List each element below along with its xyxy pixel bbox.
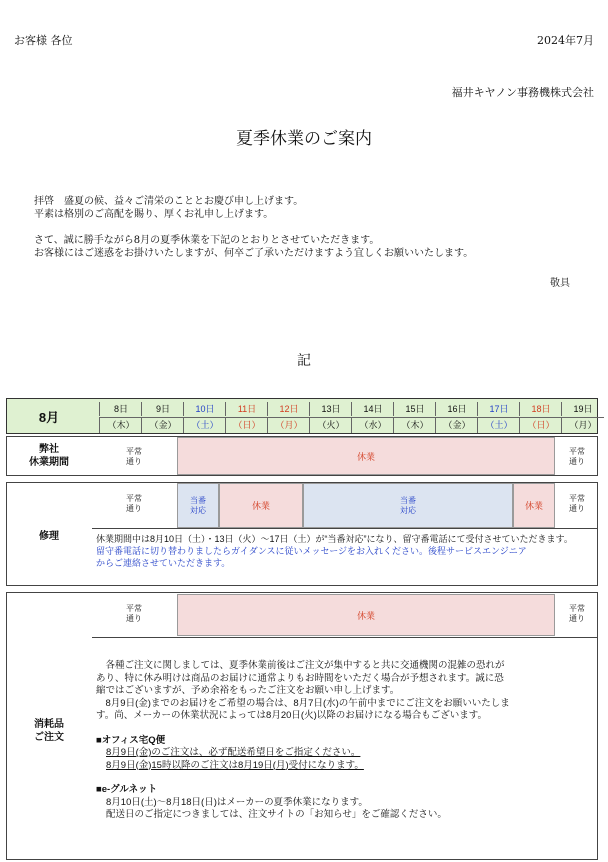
supplies-line: 各種ご注文に関しましては、夏季休業前後はご注文が集中すると共に交通機関の混雑の恐れが: [96, 660, 505, 671]
day-date: 10日: [183, 402, 226, 416]
repair-note: [96, 533, 596, 569]
notice-line: お客様にはご迷惑をお掛けいたしますが、何卒ご了承いただけますよう宜しくお願いいたします。: [34, 248, 474, 259]
day-of-week: （木）: [99, 417, 142, 433]
greeting-paragraph: [34, 195, 303, 221]
day-date: 16日: [435, 402, 478, 416]
page-title: 夏季休業のご案内: [236, 129, 372, 149]
greeting-line: 平素は格別のご高配を賜り、厚くお礼申し上げます。: [34, 209, 274, 220]
repair-duty-13-17: 当番 対応: [303, 483, 513, 528]
repair-duty-10: 当番 対応: [177, 483, 219, 528]
repair-note-line: 休業期間中は8月10日（土）・13日（火）～17日（土）が“当番対応”になり、留守番電話にて受付させていただきます。: [96, 534, 573, 544]
date: 2024年7月: [537, 34, 594, 47]
supplies-normal: 平常 通り: [126, 604, 142, 623]
day-date: 19日: [561, 402, 604, 416]
office-holiday-band: 休業: [177, 437, 555, 475]
repair-note-line: からご連絡させていただきます。: [96, 558, 231, 568]
day-of-week: （金）: [435, 417, 478, 433]
day-date: 14日: [351, 402, 394, 416]
day-of-week: （木）: [393, 417, 436, 433]
day-of-week: （月）: [561, 417, 604, 433]
day-of-week: （日）: [225, 417, 268, 433]
office-normal: 平常 通り: [126, 447, 142, 466]
closing: 敬具: [550, 278, 570, 289]
day-of-week: （土）: [183, 417, 226, 433]
day-of-week: （火）: [309, 417, 352, 433]
repair-holiday-11-12: 休業: [219, 483, 303, 528]
notice-line: さて、誠に勝手ながら8月の夏季休業を下記のとおりとさせていただきます。: [34, 235, 380, 246]
supplies-body: [96, 660, 596, 822]
supplies-line: 縮ではございますが、予め余裕をもったご注文をお願い申し上げます。: [96, 685, 400, 696]
repair-normal-end: 平常 通り: [569, 494, 585, 513]
supplies-normal-end: 平常 通り: [569, 604, 585, 623]
notice-paragraph: [34, 234, 473, 260]
day-of-week: （水）: [351, 417, 394, 433]
day-date: 17日: [477, 402, 520, 416]
day-date: 9日: [141, 402, 184, 416]
ki-heading: 記: [297, 353, 311, 369]
egrnet-line: 8月10日(土)～8月18日(日)はメーカーの夏季休業になります。: [106, 796, 368, 808]
supplies-holiday-band: 休業: [177, 594, 555, 636]
egrnet-line: 配送日のご指定につきましては、注文サイトの「お知らせ」をご確認ください。: [106, 809, 447, 820]
day-date: 11日: [225, 402, 268, 416]
day-of-week: （土）: [477, 417, 520, 433]
recipient: お客様 各位: [14, 34, 73, 47]
day-of-week: （日）: [519, 417, 562, 433]
day-date: 13日: [309, 402, 352, 416]
supplies-row-label: 消耗品 ご注文: [34, 719, 64, 743]
repair-holiday-18: 休業: [513, 483, 555, 528]
supplies-line: す。尚、メーカーの休業状況によっては8月20日(火)以降のお届けになる場合もございます。: [96, 710, 487, 721]
egrnet-heading: ■e-グルネット: [96, 784, 158, 795]
office-delivery-heading: ■オフィス宅Q便: [96, 734, 166, 746]
company-name: 福井キヤノン事務機株式会社: [451, 86, 594, 99]
day-date: 15日: [393, 402, 436, 416]
office-delivery-line: 8月9日(金)15時以降のご注文は8月19日(月)受付になります。: [106, 759, 364, 771]
office-row-label: 弊社 休業期間: [29, 444, 69, 468]
month-label: 8月: [38, 409, 60, 425]
day-of-week: （金）: [141, 417, 184, 433]
repair-note-line: 留守番電話に切り替わりましたらガイダンスに従いメッセージをお入れください。後程サービスエンジニア: [96, 546, 527, 556]
office-normal-end: 平常 通り: [569, 447, 585, 466]
greeting-line: 拝啓 盛夏の候、益々ご清栄のこととお慶び申し上げます。: [34, 196, 304, 207]
day-date: 8日: [99, 402, 142, 416]
supplies-line: 8月9日(金)までのお届けをご希望の場合は、8月7日(水)の午前中までにご注文をお願いいたしま: [96, 697, 510, 709]
day-date: 12日: [267, 402, 310, 416]
repair-row-label: 修理: [39, 531, 59, 542]
day-date: 18日: [519, 402, 562, 416]
day-of-week: （月）: [267, 417, 310, 433]
supplies-line: あり、特に休み明けは商品のお届けに通常よりもお時間をいただく場合が予想されます。誠に恐: [96, 672, 504, 684]
repair-normal: 平常 通り: [126, 494, 142, 513]
office-delivery-line: 8月9日(金)のご注文は、必ず配送希望日をご指定ください。: [106, 747, 361, 758]
